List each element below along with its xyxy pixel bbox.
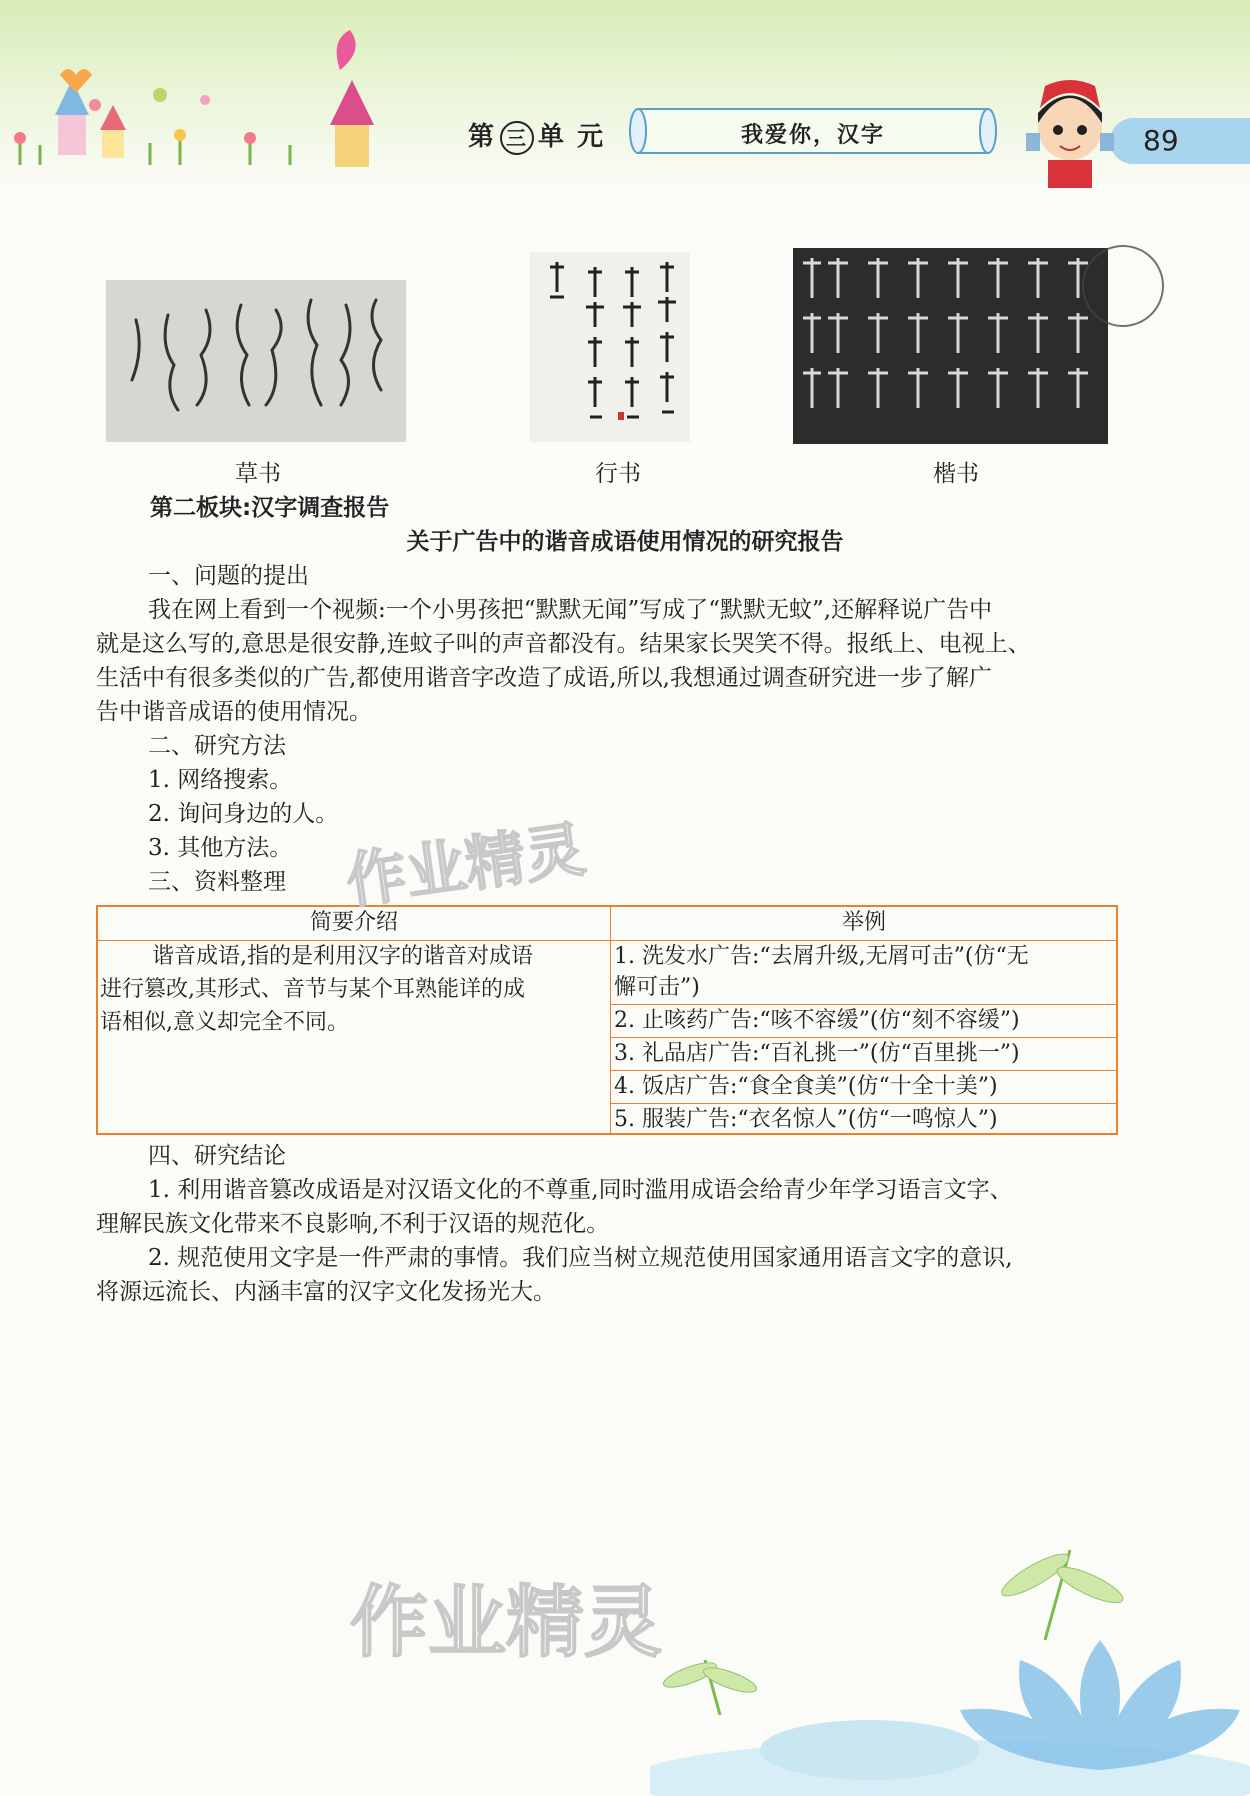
part2-item: 1. 网络搜索。: [148, 767, 293, 793]
decorative-houses-flowers: [0, 20, 400, 185]
example-item: 5. 服装广告:“衣名惊人”(仿“一鸣惊人”): [614, 1107, 998, 1132]
unit-label: [468, 116, 605, 155]
running-script-image: [530, 252, 690, 442]
part2-item: 2. 询问身边的人。: [148, 801, 339, 827]
part4-heading: 四、研究结论: [148, 1143, 286, 1169]
report-title: 关于广告中的谐音成语使用情况的研究报告: [406, 529, 844, 555]
part3-heading: 三、资料整理: [148, 869, 286, 895]
part1-line: 生活中有很多类似的广告,都使用谐音字改造了成语,所以,我想通过调查研究进一步了解广: [96, 665, 992, 691]
caption-cursive: 草书: [235, 461, 281, 487]
part4-line: 理解民族文化带来不良影响,不利于汉语的规范化。: [96, 1211, 610, 1237]
part1-line: 就是这么写的,意思是很安静,连蚊子叫的声音都没有。结果家长哭笑不得。报纸上、电视上、: [96, 631, 1031, 657]
part1-heading: 一、问题的提出: [148, 563, 309, 589]
example-item: 1. 洗发水广告:“去屑升级,无屑可击”(仿“无: [614, 944, 1029, 969]
intro-line: 进行篡改,其形式、音节与某个耳熟能详的成: [100, 977, 525, 1002]
part1-line: 我在网上看到一个视频:一个小男孩把“默默无闻”写成了“默默无蚊”,还解释说广告中: [148, 597, 993, 623]
mascot-character: [1020, 78, 1120, 188]
part4-line: 将源远流长、内涵丰富的汉字文化发扬光大。: [96, 1279, 556, 1305]
intro-line: 谐音成语,指的是利用汉字的谐音对成语: [152, 944, 533, 969]
page-number: 89: [1143, 124, 1179, 157]
part4-line: 2. 规范使用文字是一件严肃的事情。我们应当树立规范使用国家通用语言文字的意识,: [148, 1245, 1013, 1271]
section-heading: 第二板块:汉字调查报告: [150, 495, 390, 521]
page-header: [0, 0, 1250, 185]
unit-prefix: 第: [468, 122, 497, 152]
caption-running: 行书: [595, 461, 641, 487]
cursive-script-image: [106, 280, 406, 442]
intro-line: 语相似,意义却完全不同。: [100, 1010, 349, 1035]
regular-script-image: [793, 248, 1108, 444]
example-item: 2. 止咳药广告:“咳不容缓”(仿“刻不容缓”): [614, 1008, 1020, 1033]
unit-title: 我爱你，汉字: [740, 123, 885, 148]
page-number-tab: [1110, 118, 1250, 164]
table-header-examples: 举例: [841, 910, 886, 935]
example-item: 懈可击”): [614, 975, 700, 1000]
part4-line: 1. 利用谐音篡改成语是对汉语文化的不尊重,同时滥用成语会给青少年学习语言文字、: [148, 1177, 1013, 1203]
watermark-text: 作业精灵: [350, 1578, 663, 1668]
watermark-text: 作业精灵: [341, 814, 590, 918]
example-item: 4. 饭店广告:“食全食美”(仿“十全十美”): [614, 1074, 998, 1099]
unit-suffix: 单 元: [538, 122, 606, 152]
part2-item: 3. 其他方法。: [148, 835, 293, 861]
data-table: [96, 905, 1118, 1135]
table-header-intro: 简要介绍: [309, 910, 398, 935]
part1-line: 告中谐音成语的使用情况。: [96, 699, 372, 725]
lotus-dragonfly-illustration: [650, 1530, 1250, 1796]
caption-regular: 楷书: [933, 461, 979, 487]
example-item: 3. 礼品店广告:“百礼挑一”(仿“百里挑一”): [614, 1041, 1020, 1066]
unit-number: 三: [500, 121, 534, 155]
part2-heading: 二、研究方法: [148, 733, 286, 759]
